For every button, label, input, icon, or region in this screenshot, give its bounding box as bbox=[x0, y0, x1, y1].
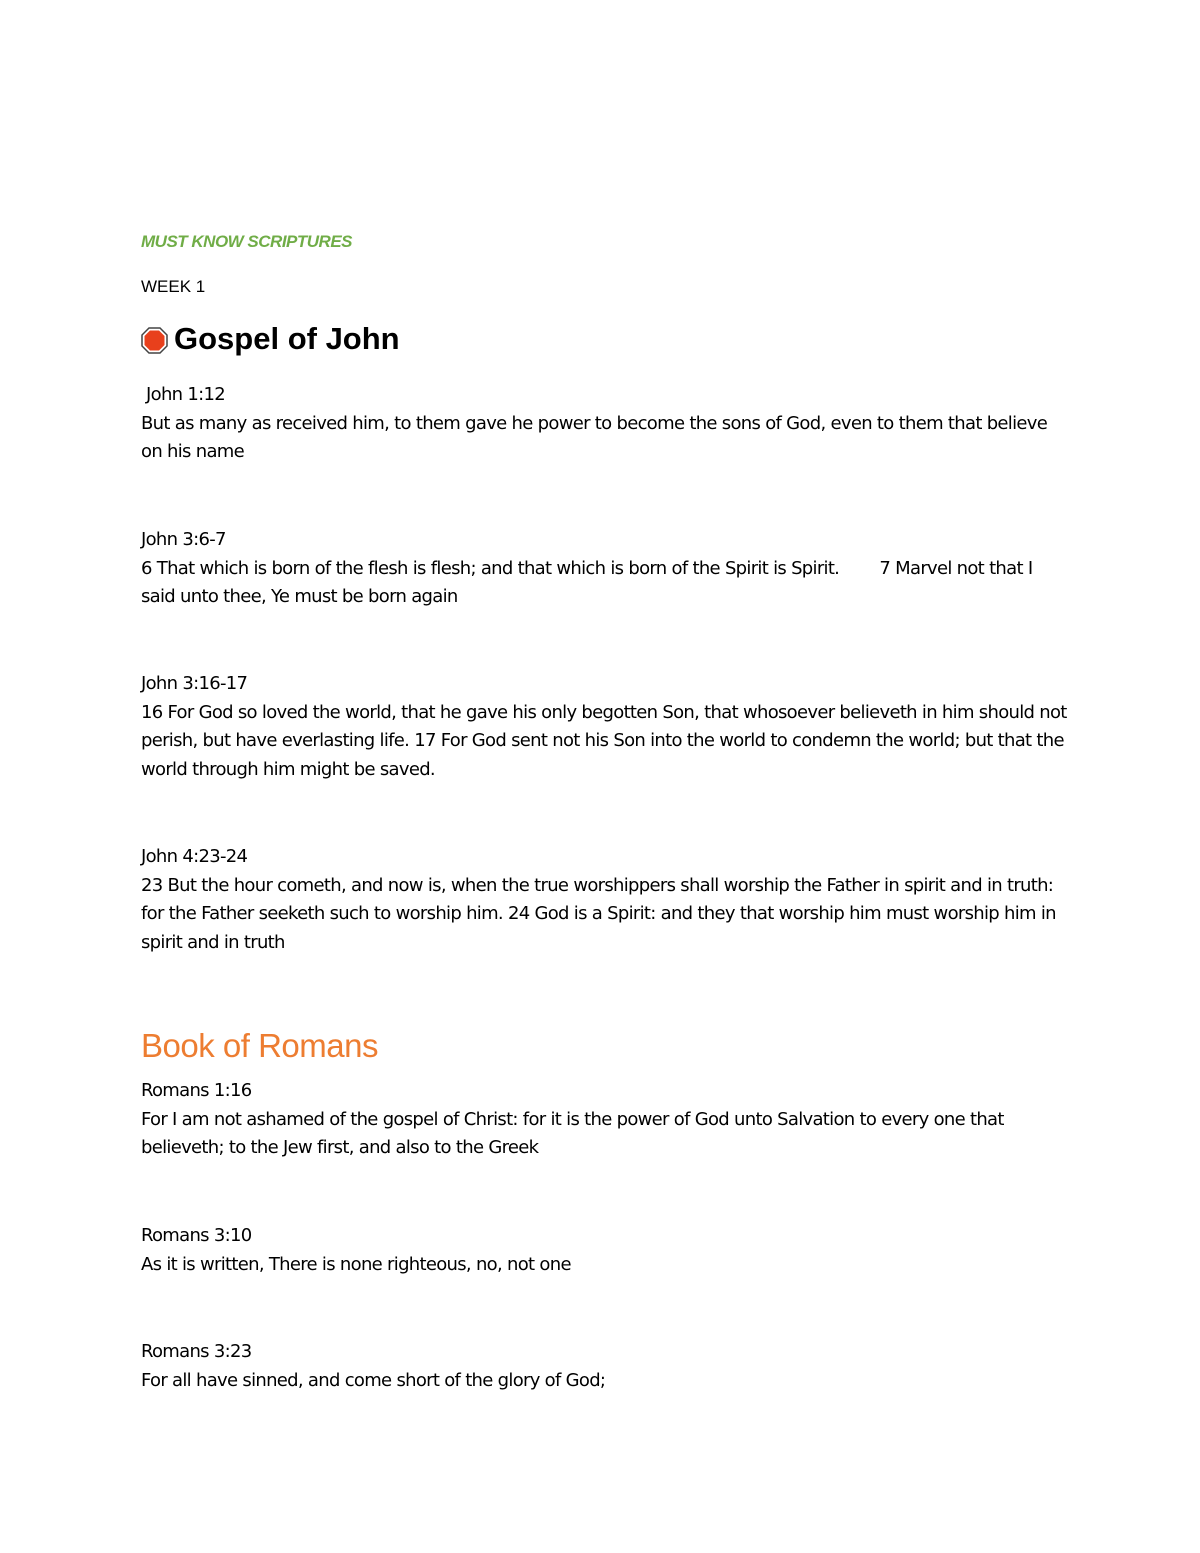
verse-block bbox=[141, 381, 1071, 467]
verse-text: For I am not ashamed of the gospel of Christ: for it is the power of God unto Salvation to every one that believeth; to the Jew first, and also to the Greek bbox=[141, 1108, 1004, 1158]
verse-text: As it is written, There is none righteous, no, not one bbox=[141, 1253, 571, 1275]
verse-text: But as many as received him, to them gave he power to become the sons of God, even to them that believe on his name bbox=[141, 412, 1048, 462]
verse-text: 6 That which is born of the flesh is flesh; and that which is born of the Spirit is Spirit. 7 Marvel not that I said unto thee, Ye must be born again bbox=[141, 557, 1038, 607]
verse-reference: Romans 3:10 bbox=[141, 1225, 252, 1246]
stop-sign-icon bbox=[141, 326, 168, 353]
verse-reference: Romans 3:23 bbox=[141, 1341, 252, 1362]
verse-text: 16 For God so loved the world, that he gave his only begotten Son, that whosoever believeth in him should not perish, but have everlasting life. 17 For God sent not his Son into the world to condemn the world; but that the world through him might be saved. bbox=[141, 701, 1067, 780]
page-title: MUST KNOW SCRIPTURES bbox=[141, 232, 352, 251]
verse-text: 23 But the hour cometh, and now is, when the true worshippers shall worship the Father in spirit and in truth: for the Father seeketh such to worship him. 24 God is a Spirit: and they that worship him must worship him in spirit and in truth bbox=[141, 874, 1056, 953]
verse-block bbox=[141, 1338, 1071, 1395]
verse-block bbox=[141, 670, 1071, 784]
verse-reference: John 3:6-7 bbox=[141, 529, 226, 550]
verse-block bbox=[141, 843, 1071, 957]
verse-reference: John 4:23-24 bbox=[141, 846, 248, 867]
verse-text: For all have sinned, and come short of the glory of God; bbox=[141, 1369, 606, 1391]
week-label: WEEK 1 bbox=[141, 277, 206, 296]
verse-block bbox=[141, 526, 1071, 612]
section-heading-john-text: Gospel of John bbox=[174, 321, 400, 356]
verse-reference: Romans 1:16 bbox=[141, 1080, 252, 1101]
verse-block bbox=[141, 1077, 1071, 1163]
verse-reference: John 3:16-17 bbox=[141, 673, 248, 694]
verse-block bbox=[141, 1222, 1071, 1279]
section-heading-john bbox=[141, 321, 400, 357]
verse-reference: John 1:12 bbox=[141, 384, 226, 405]
section-heading-romans: Book of Romans bbox=[141, 1027, 378, 1064]
